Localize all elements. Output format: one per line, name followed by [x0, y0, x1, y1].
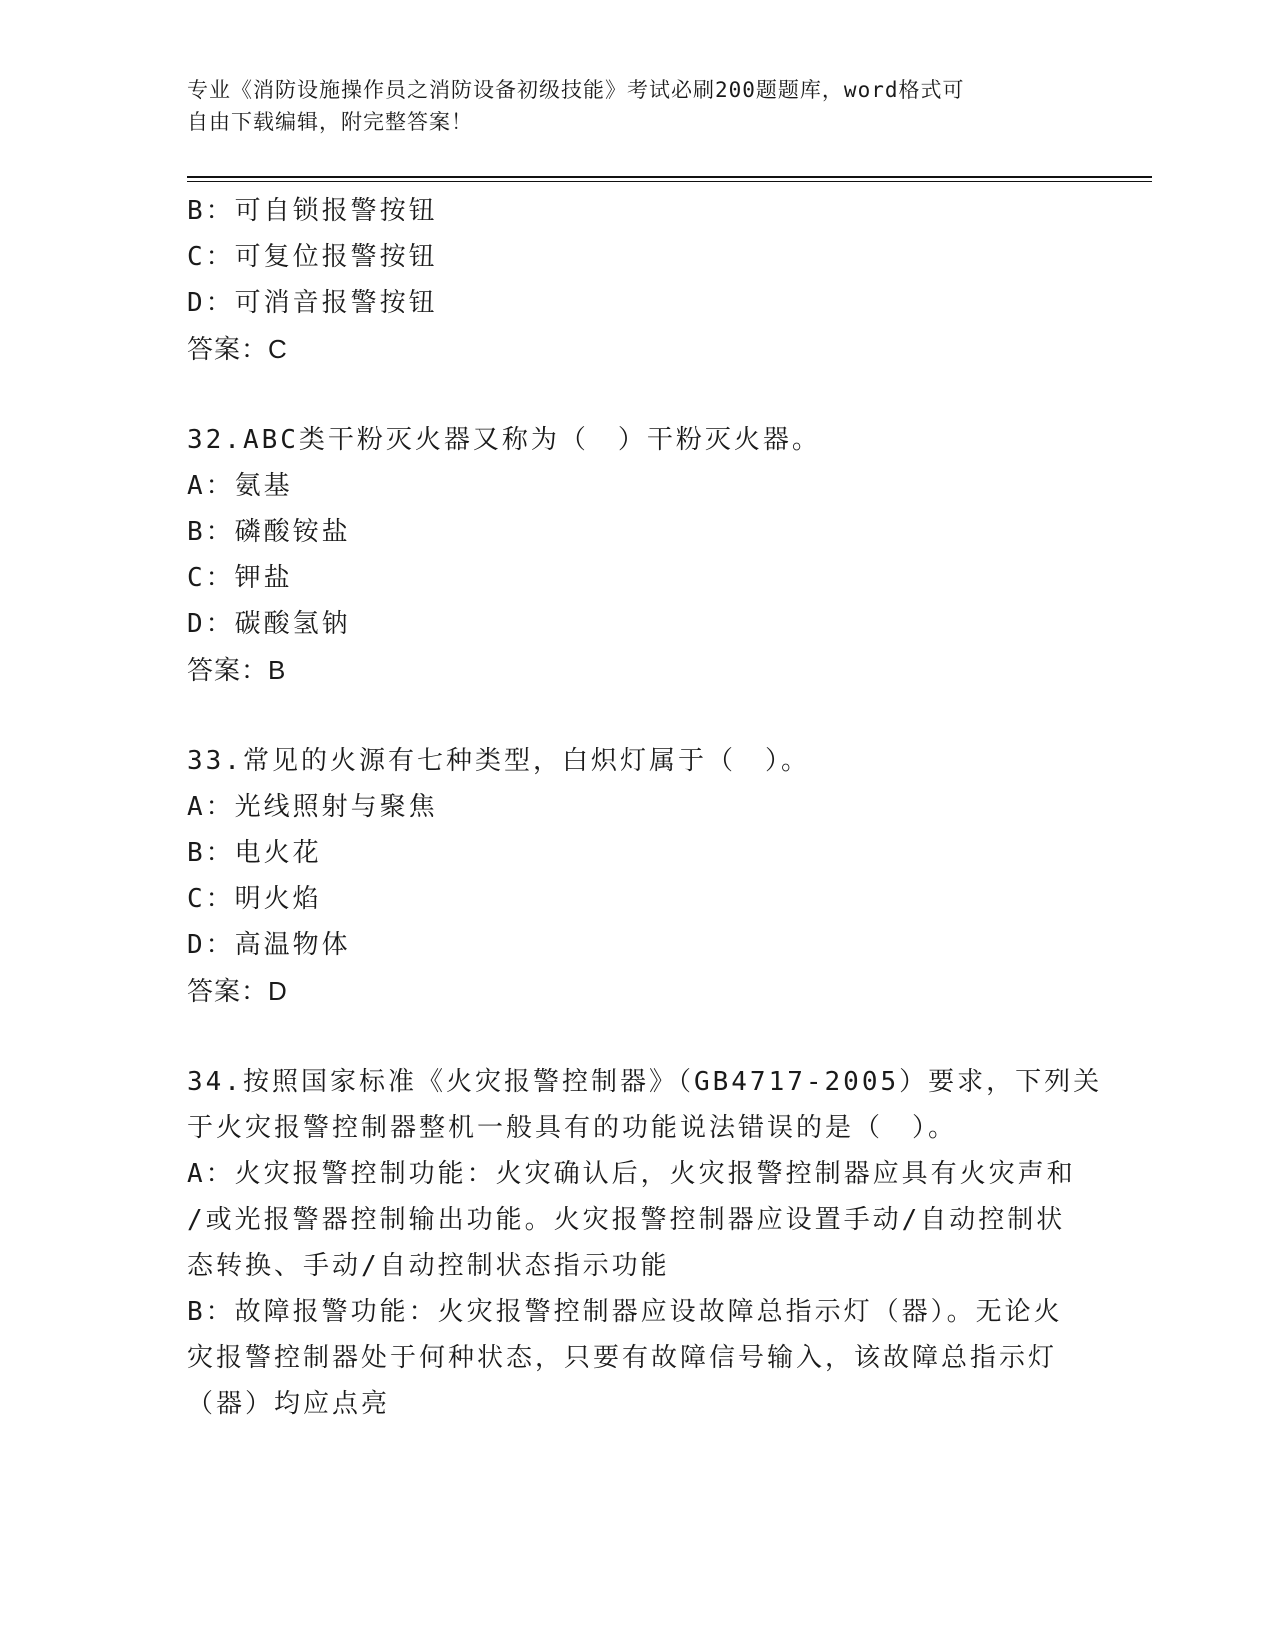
option-b: B：磷酸铵盐 [187, 517, 351, 547]
header-title-line-2: 自由下载编辑，附完整答案！ [187, 110, 473, 134]
answer-line: 答案：C [187, 334, 288, 364]
option-c: C：可复位报警按钮 [187, 242, 438, 272]
question-31 [187, 188, 1087, 372]
header-title-line-1: 专业《消防设施操作员之消防设备初级技能》考试必刷200题题库，word格式可 [187, 78, 965, 102]
spacer [187, 693, 1087, 738]
option-a: A：光线照射与聚焦 [187, 792, 438, 822]
question-33 [187, 738, 1087, 1014]
question-content [187, 188, 1103, 1427]
option-b: B：电火花 [187, 838, 322, 868]
option-c: C：钾盐 [187, 563, 293, 593]
answer-line: 答案：D [187, 976, 288, 1006]
option-b-line-3: （器）均应点亮 [187, 1389, 391, 1419]
spacer [187, 1014, 1087, 1059]
question-text-line-1: 34.按照国家标准《火灾报警控制器》（GB4717-2005）要求，下列关 [187, 1067, 1103, 1097]
question-32 [187, 417, 1087, 693]
option-d: D：高温物体 [187, 930, 351, 960]
option-d: D：可消音报警按钮 [187, 288, 438, 318]
page-header [187, 74, 1067, 138]
option-c: C：明火焰 [187, 884, 322, 914]
question-text: 33.常见的火源有七种类型，白炽灯属于（ ）。 [187, 746, 810, 776]
option-b-line-1: B：故障报警功能：火灾报警控制器应设故障总指示灯（器）。无论火 [187, 1297, 1063, 1327]
option-b-line-2: 灾报警控制器处于何种状态，只要有故障信号输入，该故障总指示灯 [187, 1343, 1058, 1373]
question-text-line-2: 于火灾报警控制器整机一般具有的功能说法错误的是（ ）。 [187, 1113, 958, 1143]
option-a: A：氨基 [187, 471, 293, 501]
spacer [187, 372, 1087, 417]
header-rule-thick [187, 176, 1152, 178]
option-a-line-1: A：火灾报警控制功能：火灾确认后，火灾报警控制器应具有火灾声和 [187, 1159, 1076, 1189]
option-a-line-3: 态转换、手动/自动控制状态指示功能 [187, 1251, 670, 1281]
option-a-line-2: /或光报警器控制输出功能。火灾报警控制器应设置手动/自动控制状 [187, 1205, 1066, 1235]
question-34 [187, 1059, 1103, 1427]
header-rule-thin [187, 181, 1152, 182]
option-d: D：碳酸氢钠 [187, 609, 351, 639]
option-b: B：可自锁报警按钮 [187, 196, 438, 226]
answer-line: 答案：B [187, 655, 287, 685]
question-text: 32.ABC类干粉灭火器又称为（ ）干粉灭火器。 [187, 425, 821, 455]
